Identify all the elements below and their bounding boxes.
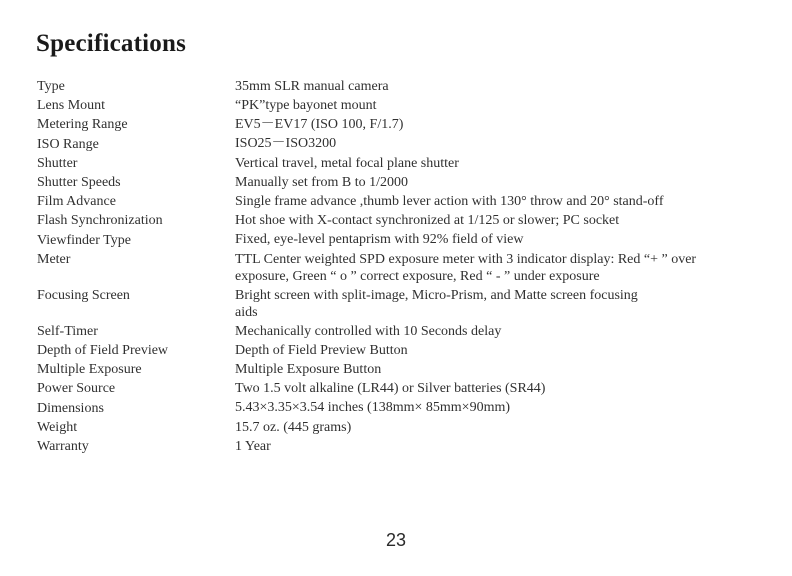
spec-row-film-advance xyxy=(37,192,757,211)
spec-value: Two 1.5 volt alkaline (LR44) or Silver batteries (SR44) xyxy=(235,381,546,397)
spec-value: Fixed, eye-level pentaprism with 92% field of view xyxy=(235,232,524,248)
spec-label: Shutter Speeds xyxy=(37,175,121,191)
spec-value: Single frame advance ,thumb lever action with 130° throw and 20° stand-off xyxy=(235,194,664,210)
spec-value: EV5－EV17 (ISO 100, F/1.7) xyxy=(235,117,404,133)
spec-label: Self-Timer xyxy=(37,323,98,339)
spec-label: Depth of Field Preview xyxy=(37,343,169,358)
spec-row-lens-mount xyxy=(37,96,757,115)
spec-label: Power Source xyxy=(37,381,116,397)
spec-row-dimensions xyxy=(37,399,757,418)
spec-label: Viewfinder Type xyxy=(37,232,131,248)
spec-value: Mechanically controlled with 10 Seconds delay xyxy=(235,323,502,339)
spec-row-depth-of-field-preview xyxy=(37,341,757,360)
spec-label: Type xyxy=(37,79,65,94)
spec-label: ISO Range xyxy=(37,136,99,152)
spec-value: TTL Center weighted SPD exposure meter with 3 indicator display: Red “+ ” over exposure, Green “ o ” correct exposure, Red “ - ” under exposure xyxy=(235,251,697,285)
spec-label: Flash Synchronization xyxy=(37,213,163,229)
spec-value: 35mm SLR manual camera xyxy=(235,78,389,94)
spec-row-meter xyxy=(37,250,757,286)
spec-value: 1 Year xyxy=(235,438,271,454)
page-title: Specifications xyxy=(36,30,187,57)
spec-label: Shutter xyxy=(37,155,78,171)
spec-row-metering-range xyxy=(37,115,757,134)
spec-row-focusing-screen xyxy=(37,286,757,322)
spec-row-multiple-exposure xyxy=(37,360,757,379)
spec-value: Vertical travel, metal focal plane shutter xyxy=(235,155,459,171)
spec-value: Multiple Exposure Button xyxy=(235,362,382,377)
spec-value: Bright screen with split-image, Micro-Prism, and Matte screen focusing aids xyxy=(235,287,638,321)
spec-label: Meter xyxy=(37,251,71,267)
spec-label: Lens Mount xyxy=(37,98,106,114)
spec-row-shutter-speeds xyxy=(37,173,757,192)
spec-value: 5.43×3.35×3.54 inches (138mm× 85mm×90mm) xyxy=(235,400,511,416)
spec-label: Warranty xyxy=(37,439,89,455)
spec-row-flash-synchronization xyxy=(37,211,757,230)
spec-value: ISO25－ISO3200 xyxy=(235,136,337,152)
spec-label: Weight xyxy=(37,419,78,435)
spec-label: Focusing Screen xyxy=(37,287,130,303)
spec-label: Dimensions xyxy=(37,400,104,416)
spec-row-self-timer xyxy=(37,322,757,341)
specifications-table xyxy=(37,77,757,456)
spec-value: “PK”type bayonet mount xyxy=(235,98,377,113)
spec-row-iso-range xyxy=(37,135,757,154)
spec-value: 15.7 oz. (445 grams) xyxy=(235,419,352,435)
spec-row-weight xyxy=(37,418,757,437)
spec-row-viewfinder-type xyxy=(37,231,757,250)
page-number: 23 xyxy=(385,530,407,550)
spec-value: Manually set from B to 1/2000 xyxy=(235,174,409,190)
spec-row-power-source xyxy=(37,379,757,398)
spec-row-warranty xyxy=(37,437,757,456)
spec-label: Multiple Exposure xyxy=(37,362,142,378)
spec-label: Film Advance xyxy=(37,194,116,210)
spec-label: Metering Range xyxy=(37,117,128,133)
spec-value: Hot shoe with X-contact synchronized at 1/125 or slower; PC socket xyxy=(235,213,620,229)
spec-row-type xyxy=(37,77,757,96)
spec-value: Depth of Field Preview Button xyxy=(235,342,408,358)
spec-row-shutter xyxy=(37,154,757,173)
